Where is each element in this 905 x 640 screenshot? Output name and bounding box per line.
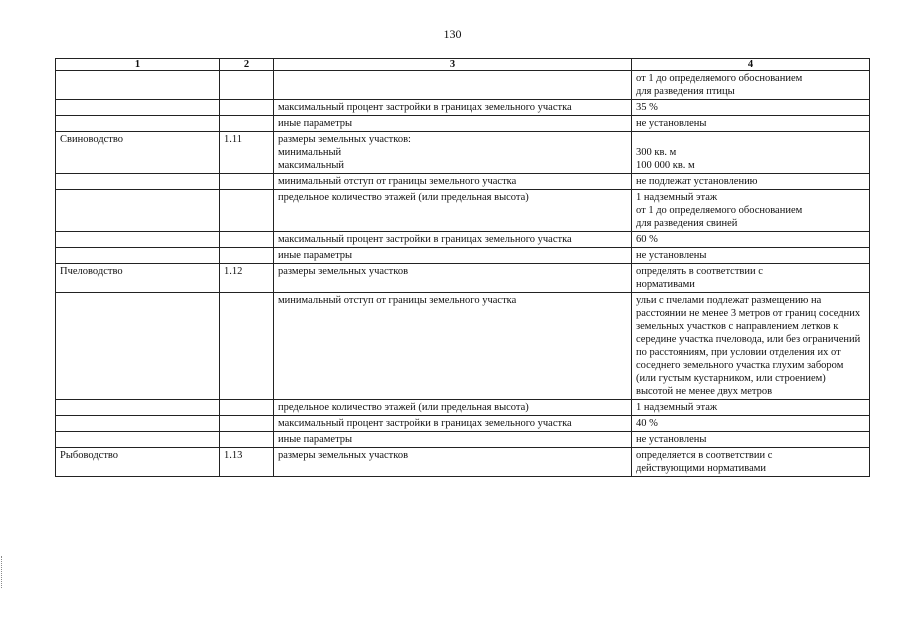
code-cell: 1.13 — [220, 448, 274, 477]
table-row — [56, 248, 870, 264]
activity-cell — [56, 232, 220, 248]
activity-cell — [56, 416, 220, 432]
table-row — [56, 174, 870, 190]
parameter-cell: размеры земельных участков: минимальный максимальный — [274, 132, 632, 174]
parameter-cell: иные параметры — [274, 432, 632, 448]
value-cell: определяется в соответствии с действующими нормативами — [632, 448, 870, 477]
value-cell: от 1 до определяемого обоснованием для разведения птицы — [632, 71, 870, 100]
activity-cell — [56, 116, 220, 132]
code-cell — [220, 71, 274, 100]
activity-cell — [56, 248, 220, 264]
code-cell — [220, 416, 274, 432]
parameter-cell: иные параметры — [274, 248, 632, 264]
code-cell — [220, 116, 274, 132]
code-cell — [220, 190, 274, 232]
table-row — [56, 400, 870, 416]
table-row — [56, 132, 870, 174]
code-cell: 1.12 — [220, 264, 274, 293]
header-col-3: 3 — [274, 59, 632, 71]
value-cell: 60 % — [632, 232, 870, 248]
table-row — [56, 432, 870, 448]
table-row — [56, 100, 870, 116]
scan-edge-mark — [1, 556, 4, 588]
value-cell: ульи с пчелами подлежат размещению на расстоянии не менее 3 метров от границ соседних земельных участков с направлением летков к середине участка пчеловода, или без ограничений по расстояниям, при условии отделения их от соседнего земельного участка глухим забором (или густым кустарником, или строением) высотой не менее двух метров — [632, 293, 870, 400]
parameter-cell — [274, 71, 632, 100]
value-cell: не установлены — [632, 432, 870, 448]
activity-cell — [56, 432, 220, 448]
parameter-cell: минимальный отступ от границы земельного участка — [274, 293, 632, 400]
activity-cell: Пчеловодство — [56, 264, 220, 293]
activity-cell — [56, 174, 220, 190]
code-cell: 1.11 — [220, 132, 274, 174]
header-col-1: 1 — [56, 59, 220, 71]
activity-cell: Свиноводство — [56, 132, 220, 174]
parameter-cell: минимальный отступ от границы земельного участка — [274, 174, 632, 190]
value-cell: не установлены — [632, 116, 870, 132]
code-cell — [220, 174, 274, 190]
activity-cell — [56, 293, 220, 400]
activity-cell — [56, 400, 220, 416]
code-cell — [220, 100, 274, 116]
activity-cell — [56, 190, 220, 232]
table-row — [56, 71, 870, 100]
code-cell — [220, 400, 274, 416]
parameter-cell: максимальный процент застройки в границах земельного участка — [274, 100, 632, 116]
table-row — [56, 190, 870, 232]
value-cell: 1 надземный этаж — [632, 400, 870, 416]
table-row — [56, 116, 870, 132]
value-cell: не установлены — [632, 248, 870, 264]
table-row — [56, 232, 870, 248]
parameter-cell: предельное количество этажей (или предельная высота) — [274, 190, 632, 232]
value-cell: 300 кв. м 100 000 кв. м — [632, 132, 870, 174]
table-row — [56, 264, 870, 293]
page-number: 130 — [443, 27, 462, 41]
parameter-cell: размеры земельных участков — [274, 264, 632, 293]
parameter-cell: иные параметры — [274, 116, 632, 132]
activity-cell — [56, 71, 220, 100]
value-cell: определять в соответствии с нормативами — [632, 264, 870, 293]
parameter-cell: предельное количество этажей (или предельная высота) — [274, 400, 632, 416]
table-header-row — [56, 59, 870, 71]
value-cell: 40 % — [632, 416, 870, 432]
activity-cell: Рыбоводство — [56, 448, 220, 477]
parameter-cell: максимальный процент застройки в границах земельного участка — [274, 232, 632, 248]
header-col-2: 2 — [220, 59, 274, 71]
header-col-4: 4 — [632, 59, 870, 71]
code-cell — [220, 293, 274, 400]
value-cell: 35 % — [632, 100, 870, 116]
code-cell — [220, 432, 274, 448]
parameter-cell: максимальный процент застройки в границах земельного участка — [274, 416, 632, 432]
table-row — [56, 448, 870, 477]
code-cell — [220, 232, 274, 248]
code-cell — [220, 248, 274, 264]
table-row — [56, 416, 870, 432]
value-cell: 1 надземный этаж от 1 до определяемого обоснованием для разведения свиней — [632, 190, 870, 232]
value-cell: не подлежат установлению — [632, 174, 870, 190]
activity-cell — [56, 100, 220, 116]
table-row — [56, 293, 870, 400]
parameters-table — [55, 58, 870, 477]
parameter-cell: размеры земельных участков — [274, 448, 632, 477]
